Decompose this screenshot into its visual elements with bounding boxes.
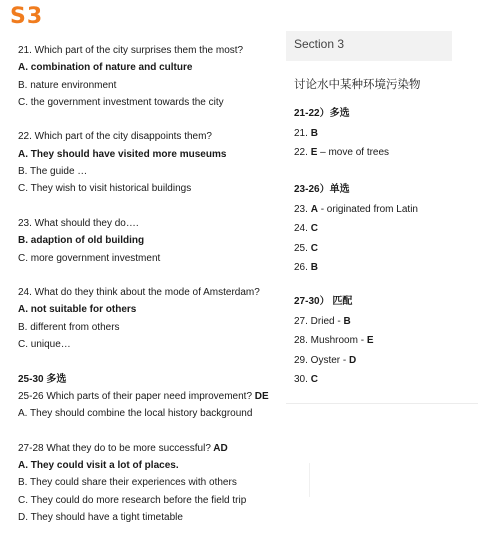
- question-line: [18, 284, 288, 301]
- question-line: [18, 163, 288, 180]
- answer-item: [294, 124, 389, 144]
- answer-item: [294, 258, 418, 278]
- answer-line: [18, 371, 288, 388]
- answer-letter: A: [310, 203, 318, 215]
- section-header-box: [286, 31, 452, 61]
- question-line: [18, 77, 288, 94]
- answer-letter: B: [310, 127, 318, 139]
- line-text: C. the government investment towards the city: [18, 96, 224, 108]
- line-text: B. nature environment: [18, 79, 117, 91]
- line-text: 23. What should they do….: [18, 217, 139, 229]
- question-line: [18, 94, 288, 111]
- blank-line: [18, 198, 288, 215]
- answer-group-1: [294, 104, 389, 163]
- question-line: [18, 474, 288, 491]
- question-line: [18, 319, 288, 336]
- question-line: [18, 128, 288, 145]
- question-line: [18, 509, 288, 526]
- answer-letter: B: [343, 315, 351, 327]
- line-text: 21. Which part of the city surprises them the most?: [18, 45, 244, 56]
- question-line: [18, 180, 288, 197]
- answer-prefix: 26.: [294, 262, 311, 273]
- line-text: C. They could do more research before the field trip: [18, 494, 247, 506]
- group-heading: 21-22）多选: [294, 108, 350, 119]
- line-text: A. combination of nature and culture: [18, 62, 193, 74]
- answer-line: [18, 146, 288, 163]
- question-line: [18, 492, 288, 509]
- question-line: [18, 336, 288, 353]
- blank-line: [18, 267, 288, 284]
- answer-item: [294, 200, 418, 220]
- topic-heading: 讨论水中某种环境污染物: [294, 77, 421, 91]
- line-text: 22. Which part of the city disappoints them?: [18, 131, 212, 143]
- line-text: B. adaption of old building: [18, 235, 145, 247]
- vertical-divider: [309, 463, 310, 497]
- answer-letter: E: [366, 335, 374, 346]
- answer-prefix: 27. Dried -: [294, 315, 344, 327]
- answer-letter: E: [310, 147, 318, 158]
- line-text: A. They should have visited more museums: [18, 148, 227, 160]
- line-text: C. They wish to visit historical buildings: [18, 183, 192, 195]
- line-text: A. They could visit a lot of places.: [18, 460, 179, 472]
- page-title: S3: [10, 4, 44, 29]
- group-heading: 23-26）单选: [294, 184, 350, 195]
- question-line: [18, 215, 288, 232]
- answer-prefix: 28. Mushroom -: [294, 335, 367, 346]
- line-text: D. They should have a tight timetable: [18, 512, 183, 524]
- answer-letter: C: [310, 374, 318, 385]
- line-text: B. They could share their experiences with others: [18, 477, 237, 489]
- answer-line: [18, 301, 288, 318]
- line-text: 27-28 What they do to be more successful?: [18, 442, 211, 454]
- answer-prefix: 29. Oyster -: [294, 354, 350, 366]
- blank-line: [18, 353, 288, 370]
- line-text: A. not suitable for others: [18, 304, 137, 316]
- answer-prefix: 25.: [294, 242, 311, 254]
- questions-column: [18, 42, 288, 526]
- line-text: 25-26 Which parts of their paper need improvement?: [18, 390, 253, 402]
- answer-group-3: [294, 292, 373, 390]
- answer-prefix: 30.: [294, 374, 311, 385]
- answer-item: [294, 143, 389, 163]
- answer-line: [18, 457, 288, 474]
- answer-letter: B: [310, 262, 318, 273]
- answer-item: [294, 312, 373, 332]
- answer-note: – move of trees: [317, 147, 390, 158]
- answer-item: [294, 351, 373, 371]
- answer-group-2: [294, 180, 418, 278]
- question-line: [18, 405, 288, 422]
- blank-line: [18, 111, 288, 128]
- answer-key: DE: [252, 390, 269, 402]
- answer-prefix: 22.: [294, 147, 311, 158]
- question-line: [18, 250, 288, 267]
- answer-letter: C: [310, 223, 318, 234]
- question-line: [18, 388, 288, 405]
- answer-letter: C: [310, 242, 318, 254]
- question-line: [18, 440, 288, 457]
- question-line: [18, 42, 288, 59]
- blank-line: [18, 423, 288, 440]
- line-text: C. unique…: [18, 339, 71, 351]
- answer-prefix: 23.: [294, 203, 311, 215]
- answer-note: - originated from Latin: [317, 203, 418, 215]
- answer-letter: D: [349, 354, 357, 366]
- answer-prefix: 24.: [294, 223, 311, 234]
- answer-key: AD: [210, 442, 228, 454]
- section-title: Section 3: [294, 37, 345, 51]
- answer-item: [294, 331, 373, 351]
- answer-line: [18, 59, 288, 76]
- line-text: 25-30 多选: [18, 373, 67, 385]
- answer-prefix: 21.: [294, 127, 311, 139]
- line-text: A. They should combine the local history background: [18, 408, 253, 420]
- answer-item: [294, 370, 373, 390]
- answer-item: [294, 239, 418, 259]
- group-heading: 27-30） 匹配: [294, 296, 353, 307]
- answer-item: [294, 219, 418, 239]
- line-text: 24. What do they think about the mode of Amsterdam?: [18, 287, 260, 299]
- divider: [286, 403, 478, 404]
- line-text: B. The guide …: [18, 166, 88, 178]
- line-text: C. more government investment: [18, 252, 161, 264]
- answer-line: [18, 232, 288, 249]
- line-text: B. different from others: [18, 321, 120, 333]
